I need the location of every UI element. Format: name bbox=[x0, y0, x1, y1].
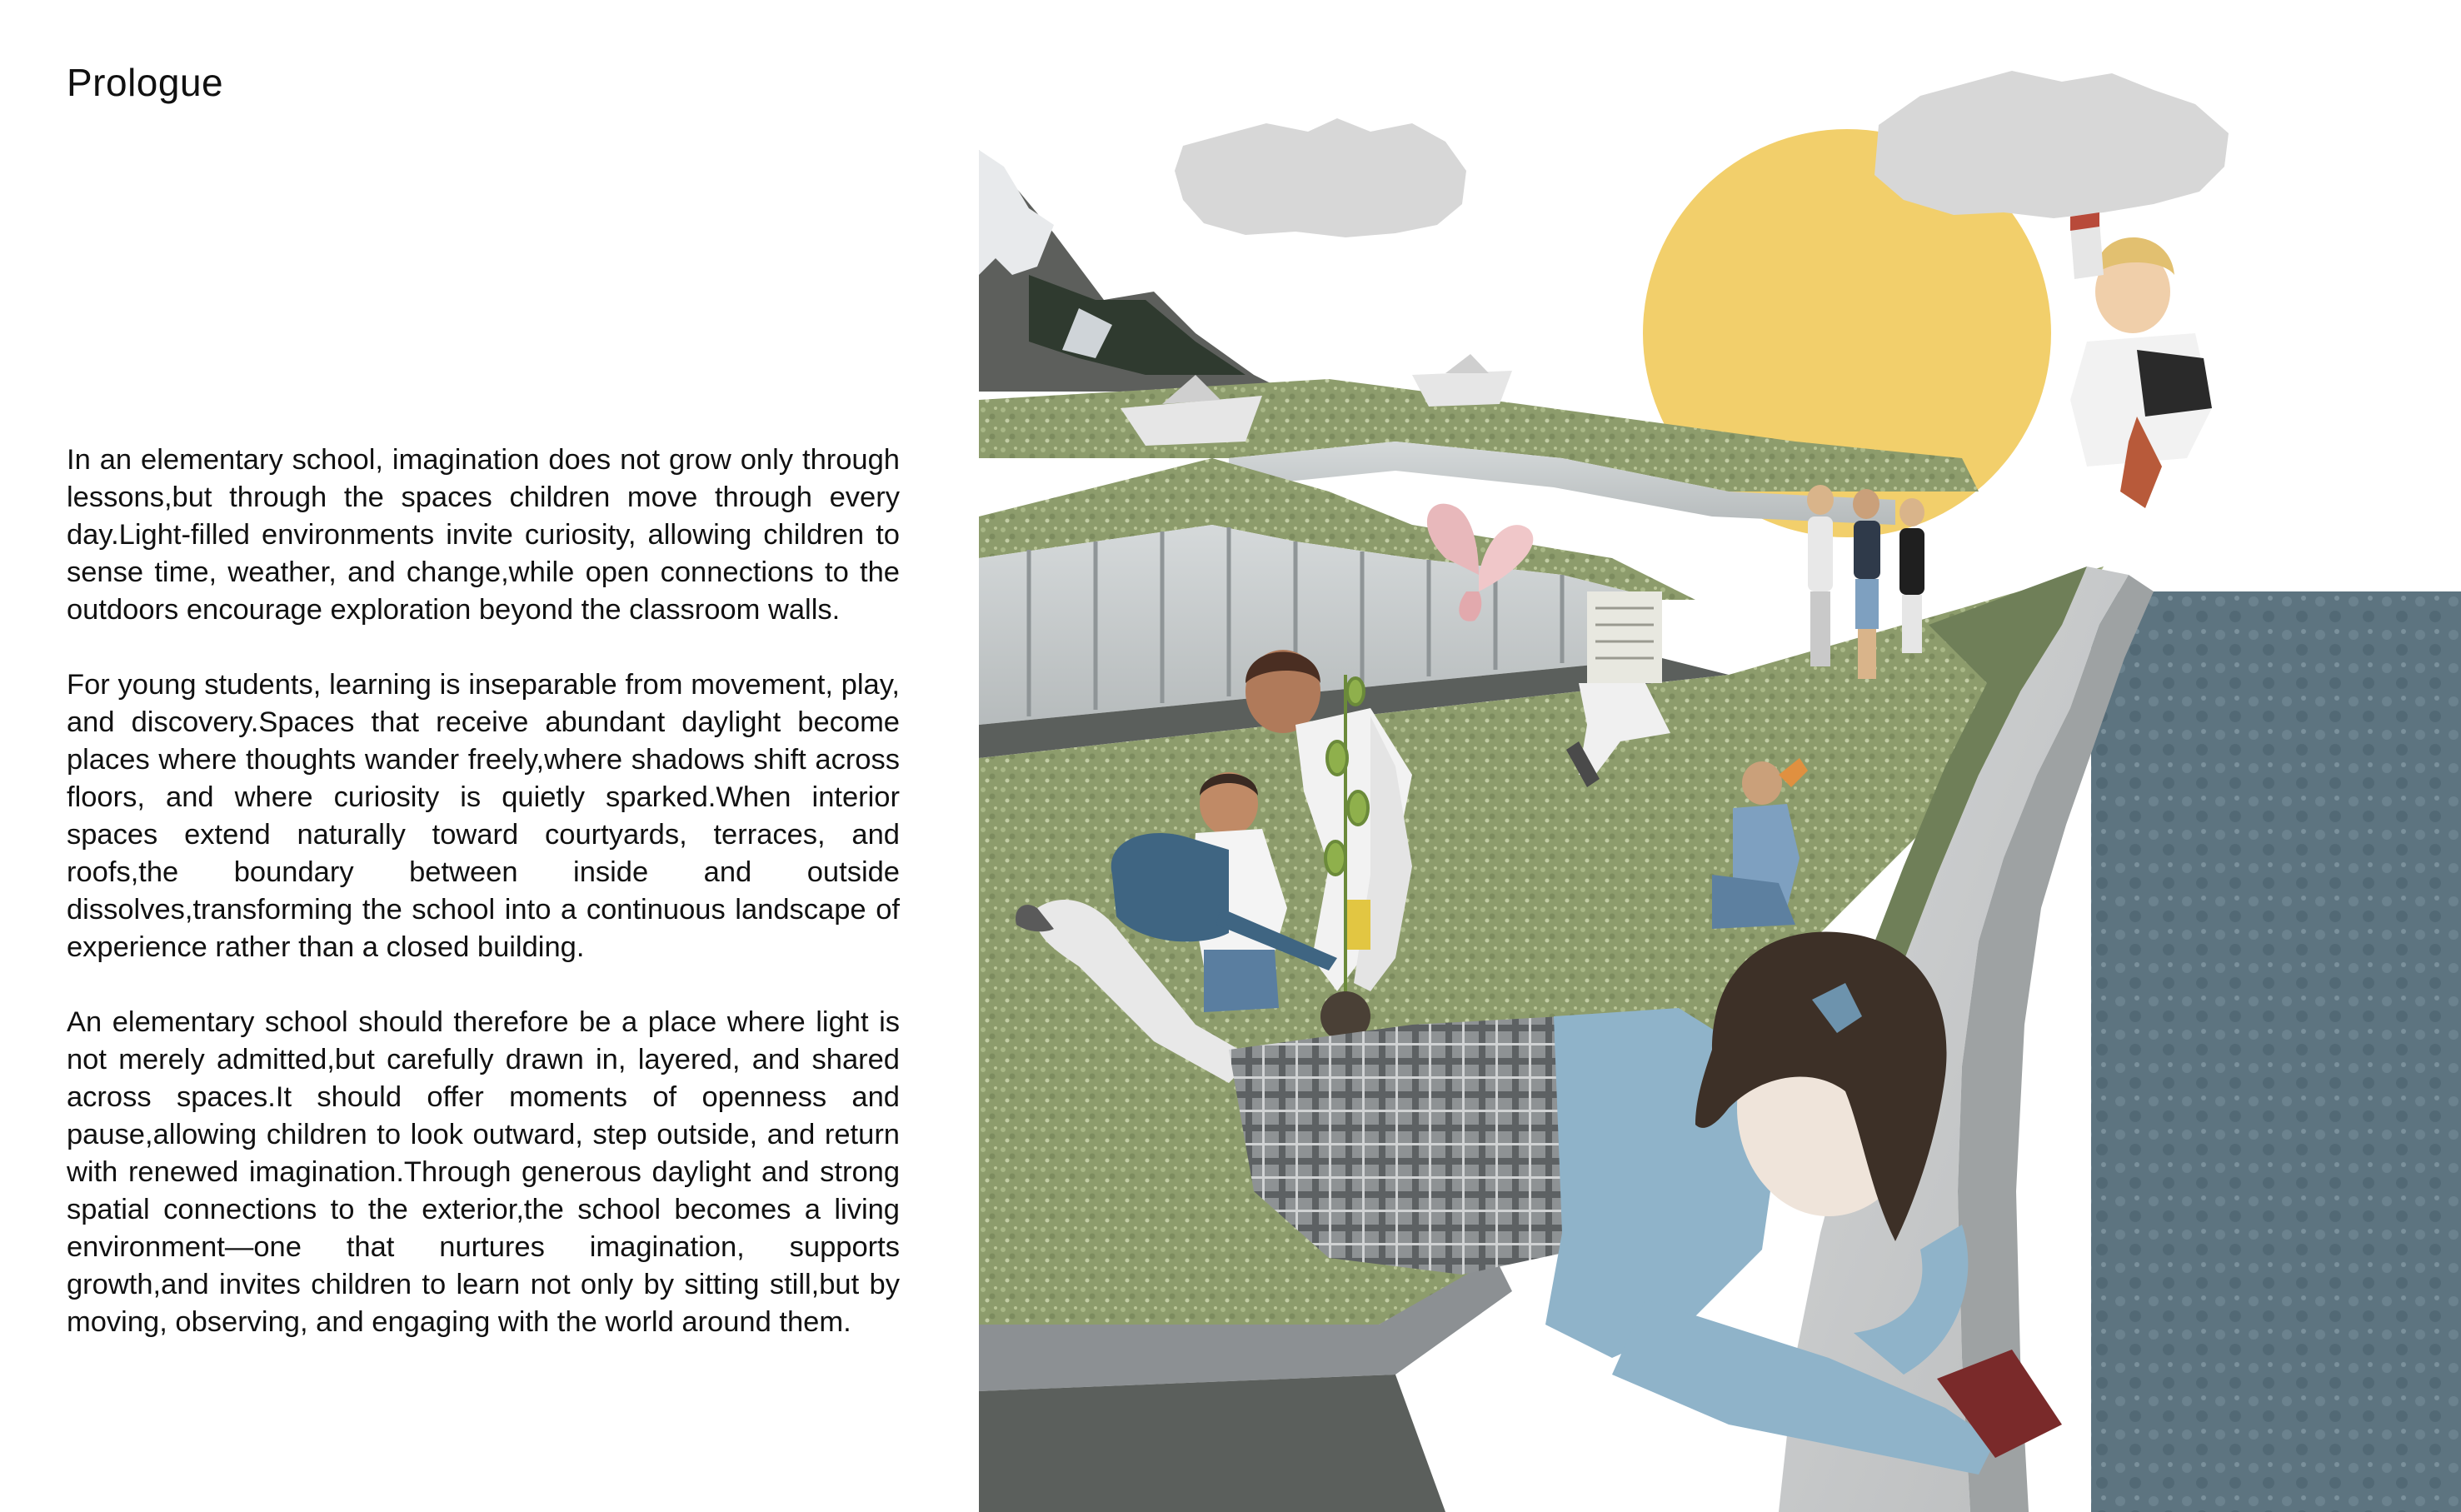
water-area bbox=[2091, 591, 2461, 1512]
watering-can-shape bbox=[1111, 833, 1229, 941]
body-text bbox=[67, 442, 900, 1341]
paper-boat-right bbox=[1412, 371, 1512, 407]
cloud-left bbox=[1175, 118, 1466, 237]
teens-group bbox=[1807, 485, 1924, 679]
paragraph-2: For young students, learning is inseparable from movement, play, and discovery.Spaces that receive abundant daylight become places where thoughts wander freely,where shadows shift across floors, and where curiosity is quietly sparked.When interior spaces extend naturally toward courtyards, terraces, and roofs,the boundary between inside and outside dissolves,transforming the school into a continuous landscape of experience rather than a closed building. bbox=[67, 669, 900, 963]
page-title: Prologue bbox=[67, 61, 224, 104]
paragraph-1: In an elementary school, imagination does not grow only through lessons,but through the spaces children move through every day.Light-filled environments invite curiosity, allowing children to sense time, weather, and change,while open connections to the outdoors encourage exploration beyond the classroom walls. bbox=[67, 444, 900, 626]
collage-illustration bbox=[979, 25, 2461, 1512]
paragraph-3: An elementary school should therefore be a place where light is not merely admitted,but carefully drawn in, layered, and shared across spaces.It should offer moments of openness and pause,allowing children to look outward, step outside, and return with renewed imagination.Through generous daylight and strong spatial connections to the exterior,the school becomes a living environment—one that nurtures imagination, supports growth,and invites children to learn not only by sitting still,but by moving, observing, and engaging with the world around them. bbox=[67, 1006, 900, 1338]
